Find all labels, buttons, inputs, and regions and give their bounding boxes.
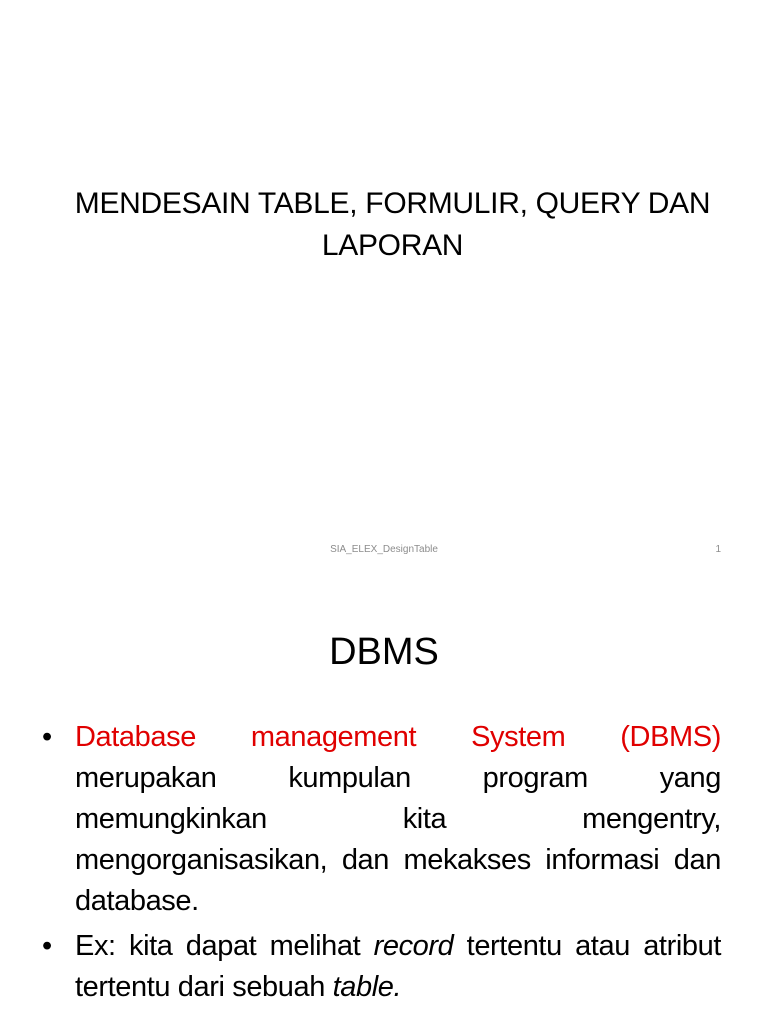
bullet-item xyxy=(40,717,721,922)
dbms-definition-term: Database management System (DBMS) xyxy=(75,721,721,753)
dbms-definition-text: merupakan kumpulan program yang memungkinkan kita mengentry, mengorganisasikan, dan mekakses informasi dan database. xyxy=(75,762,721,917)
example-text: tertentu atau atribut tertentu dari sebuah xyxy=(75,930,721,1003)
slide-title: DBMS xyxy=(329,631,439,673)
slide-number: 1 xyxy=(715,544,721,555)
bullet-item xyxy=(40,926,721,1008)
slide-footer: SIA_ELEX_DesignTable xyxy=(330,544,438,555)
example-term-record: record xyxy=(373,930,454,962)
bullet-marker: • xyxy=(42,721,52,753)
slide-title: MENDESAIN TABLE, FORMULIR, QUERY DAN LAPORAN xyxy=(74,187,711,262)
bullet-marker: • xyxy=(42,930,52,962)
slide-2 xyxy=(0,576,768,1024)
example-text: Ex: kita dapat melihat xyxy=(75,930,374,962)
bullet-list xyxy=(40,717,721,1012)
example-term-table: table. xyxy=(332,971,402,1003)
